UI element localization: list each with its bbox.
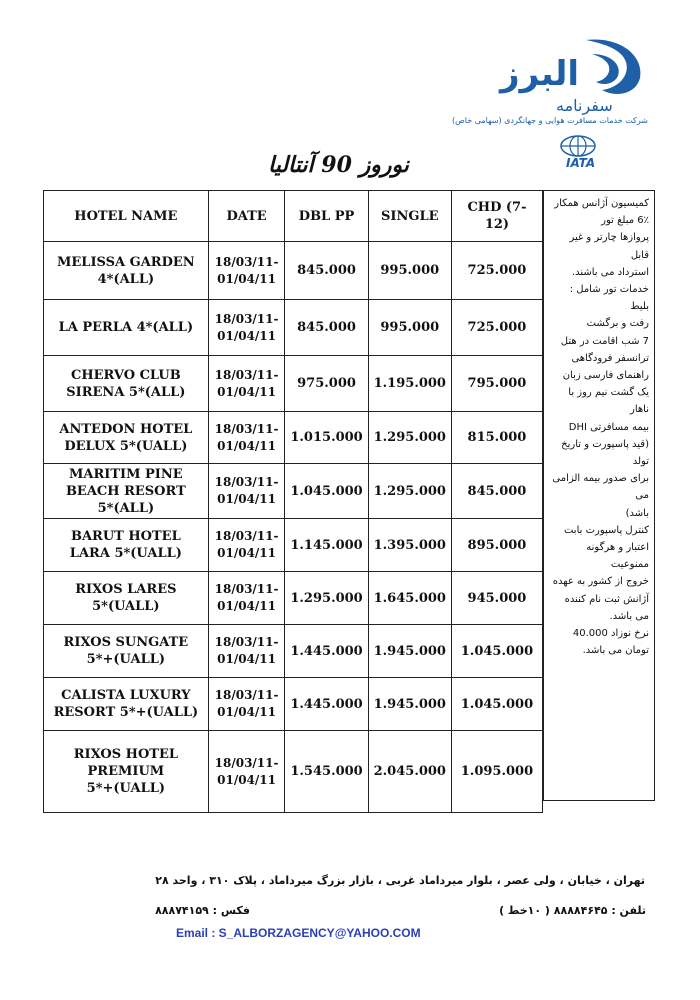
footer-fax: فکس : ۸۸۸۷۴۱۵۹ <box>155 904 250 917</box>
chd-price-cell: 815.000 <box>451 412 542 464</box>
chd-price-cell: 1.045.000 <box>451 625 542 678</box>
footer-address: تهران ، خیابان ، ولی عصر ، بلوار میرداماد غربی ، بازار بزرگ میرداماد ، پلاک ۳۱۰ ، واحد ۲۸ <box>155 874 645 887</box>
note-line: کنترل پاسپورت بابت <box>563 524 649 536</box>
date-cell: 18/03/11- 01/04/11 <box>208 572 285 625</box>
note-line: آژانش ثبت نام کننده <box>564 593 649 605</box>
date-cell: 18/03/11- 01/04/11 <box>208 731 285 813</box>
note-line: برای صدور بیمه الزامی می <box>552 473 649 502</box>
single-price-cell: 995.000 <box>368 300 451 356</box>
footer-phone: تلفن : ۸۸۸۸۴۶۴۵ ( ۱۰خط ) <box>499 904 646 917</box>
note-line: باشد) <box>625 507 649 519</box>
dbl-price-cell: 1.015.000 <box>285 412 368 464</box>
table-row <box>44 519 543 572</box>
chd-price-cell: 1.095.000 <box>451 731 542 813</box>
column-header-date: DATE <box>208 191 285 242</box>
note-line: (قید پاسپورت و تاریخ تولد <box>561 438 649 468</box>
footer-email-link[interactable]: Email : S_ALBORZAGENCY@YAHOO.COM <box>176 926 421 940</box>
chd-price-cell: 1.045.000 <box>451 678 542 731</box>
hotel-name-cell: LA PERLA 4*(ALL) <box>44 300 209 356</box>
single-price-cell: 1.945.000 <box>368 625 451 678</box>
single-price-cell: 1.645.000 <box>368 572 451 625</box>
table-row <box>44 678 543 731</box>
dbl-price-cell: 1.545.000 <box>285 731 368 813</box>
date-cell: 18/03/11- 01/04/11 <box>208 412 285 464</box>
hotel-name-cell: MELISSA GARDEN 4*(ALL) <box>44 242 209 300</box>
hotel-name-cell: RIXOS SUNGATE 5*+(UALL) <box>44 625 209 678</box>
column-header-hotel-name: HOTEL NAME <box>44 191 209 242</box>
single-price-cell: 2.045.000 <box>368 731 451 813</box>
date-cell: 18/03/11- 01/04/11 <box>208 625 285 678</box>
dbl-price-cell: 845.000 <box>285 242 368 300</box>
hotel-name-cell: ANTEDON HOTEL DELUX 5*(UALL) <box>44 412 209 464</box>
chd-price-cell: 725.000 <box>451 300 542 356</box>
column-header-single: SINGLE <box>368 191 451 242</box>
table-row <box>44 412 543 464</box>
note-line: خروج از کشور به عهده <box>552 576 649 588</box>
date-cell: 18/03/11- 01/04/11 <box>208 519 285 572</box>
single-price-cell: 1.295.000 <box>368 464 451 519</box>
note-line: کمیسیون آژانس همکار <box>554 198 649 209</box>
single-price-cell: 1.295.000 <box>368 412 451 464</box>
note-line: تومان می باشد. <box>582 645 649 657</box>
dbl-price-cell: 1.295.000 <box>285 572 368 625</box>
note-line: یک گشت نیم روز با ناهار <box>568 387 649 416</box>
chd-price-cell: 845.000 <box>451 464 542 519</box>
note-line: راهنمای فارسی زبان <box>562 370 649 382</box>
dbl-price-cell: 1.445.000 <box>285 678 368 731</box>
dbl-price-cell: 845.000 <box>285 300 368 356</box>
table-row <box>44 572 543 625</box>
date-cell: 18/03/11- 01/04/11 <box>208 356 285 412</box>
table-row <box>44 731 543 813</box>
table-row <box>44 300 543 356</box>
table-row <box>44 356 543 412</box>
note-line: می باشد. <box>609 610 649 622</box>
date-cell: 18/03/11- 01/04/11 <box>208 300 285 356</box>
hotel-name-cell: CALISTA LUXURY RESORT 5*+(UALL) <box>44 678 209 731</box>
chd-price-cell: 795.000 <box>451 356 542 412</box>
single-price-cell: 1.395.000 <box>368 519 451 572</box>
brand-subtitle: سفرنامه <box>556 96 613 115</box>
hotel-name-cell: RIXOS LARES 5*(UALL) <box>44 572 209 625</box>
brand-name: البرز <box>500 54 580 94</box>
hotel-name-cell: BARUT HOTEL LARA 5*(UALL) <box>44 519 209 572</box>
single-price-cell: 1.195.000 <box>368 356 451 412</box>
chd-price-cell: 945.000 <box>451 572 542 625</box>
note-line: 6٪ مبلغ تور <box>601 215 649 227</box>
table-row <box>44 625 543 678</box>
dbl-price-cell: 1.045.000 <box>285 464 368 519</box>
alborz-logo-icon <box>578 32 648 102</box>
single-price-cell: 1.945.000 <box>368 678 451 731</box>
column-header-dbl-pp: DBL PP <box>285 191 368 242</box>
note-line: اعتبار و هرگونه ممنوعیت <box>586 542 649 571</box>
column-header-chd: CHD (7-12) <box>451 191 542 242</box>
note-line: بیمه مسافرتی DHI <box>568 421 649 433</box>
table-row <box>44 464 543 519</box>
date-cell: 18/03/11- 01/04/11 <box>208 678 285 731</box>
chd-price-cell: 725.000 <box>451 242 542 300</box>
note-line: رفت و برگشت <box>586 318 649 330</box>
tour-notes-panel <box>543 190 655 801</box>
note-line: 7 شب اقامت در هتل <box>560 335 649 347</box>
table-row <box>44 242 543 300</box>
note-line: نرخ نوزاد 40.000 <box>572 628 649 640</box>
hotel-name-cell: CHERVO CLUB SIRENA 5*(ALL) <box>44 356 209 412</box>
date-cell: 18/03/11- 01/04/11 <box>208 464 285 519</box>
single-price-cell: 995.000 <box>368 242 451 300</box>
brand-description: شرکت خدمات مسافرت هوایی و جهانگردی (سهامی خاص) <box>452 116 648 125</box>
note-line: پروازها چارتر و غیر قابل <box>569 232 649 261</box>
iata-label: IATA <box>566 156 596 170</box>
dbl-price-cell: 1.145.000 <box>285 519 368 572</box>
chd-price-cell: 895.000 <box>451 519 542 572</box>
date-cell: 18/03/11- 01/04/11 <box>208 242 285 300</box>
note-line: خدمات تور شامل : بلیط <box>569 284 649 313</box>
table-header-row <box>44 191 543 242</box>
page-title: نوروز 90 آنتالیا <box>268 152 409 178</box>
dbl-price-cell: 1.445.000 <box>285 625 368 678</box>
hotel-name-cell: MARITIM PINE BEACH RESORT 5*(ALL) <box>44 464 209 519</box>
note-line: ترانسفر فرودگاهی <box>571 352 649 364</box>
dbl-price-cell: 975.000 <box>285 356 368 412</box>
hotel-name-cell: RIXOS HOTEL PREMIUM 5*+(UALL) <box>44 731 209 813</box>
hotel-rates-table <box>43 190 543 813</box>
note-line: استرداد می باشند. <box>571 266 649 278</box>
